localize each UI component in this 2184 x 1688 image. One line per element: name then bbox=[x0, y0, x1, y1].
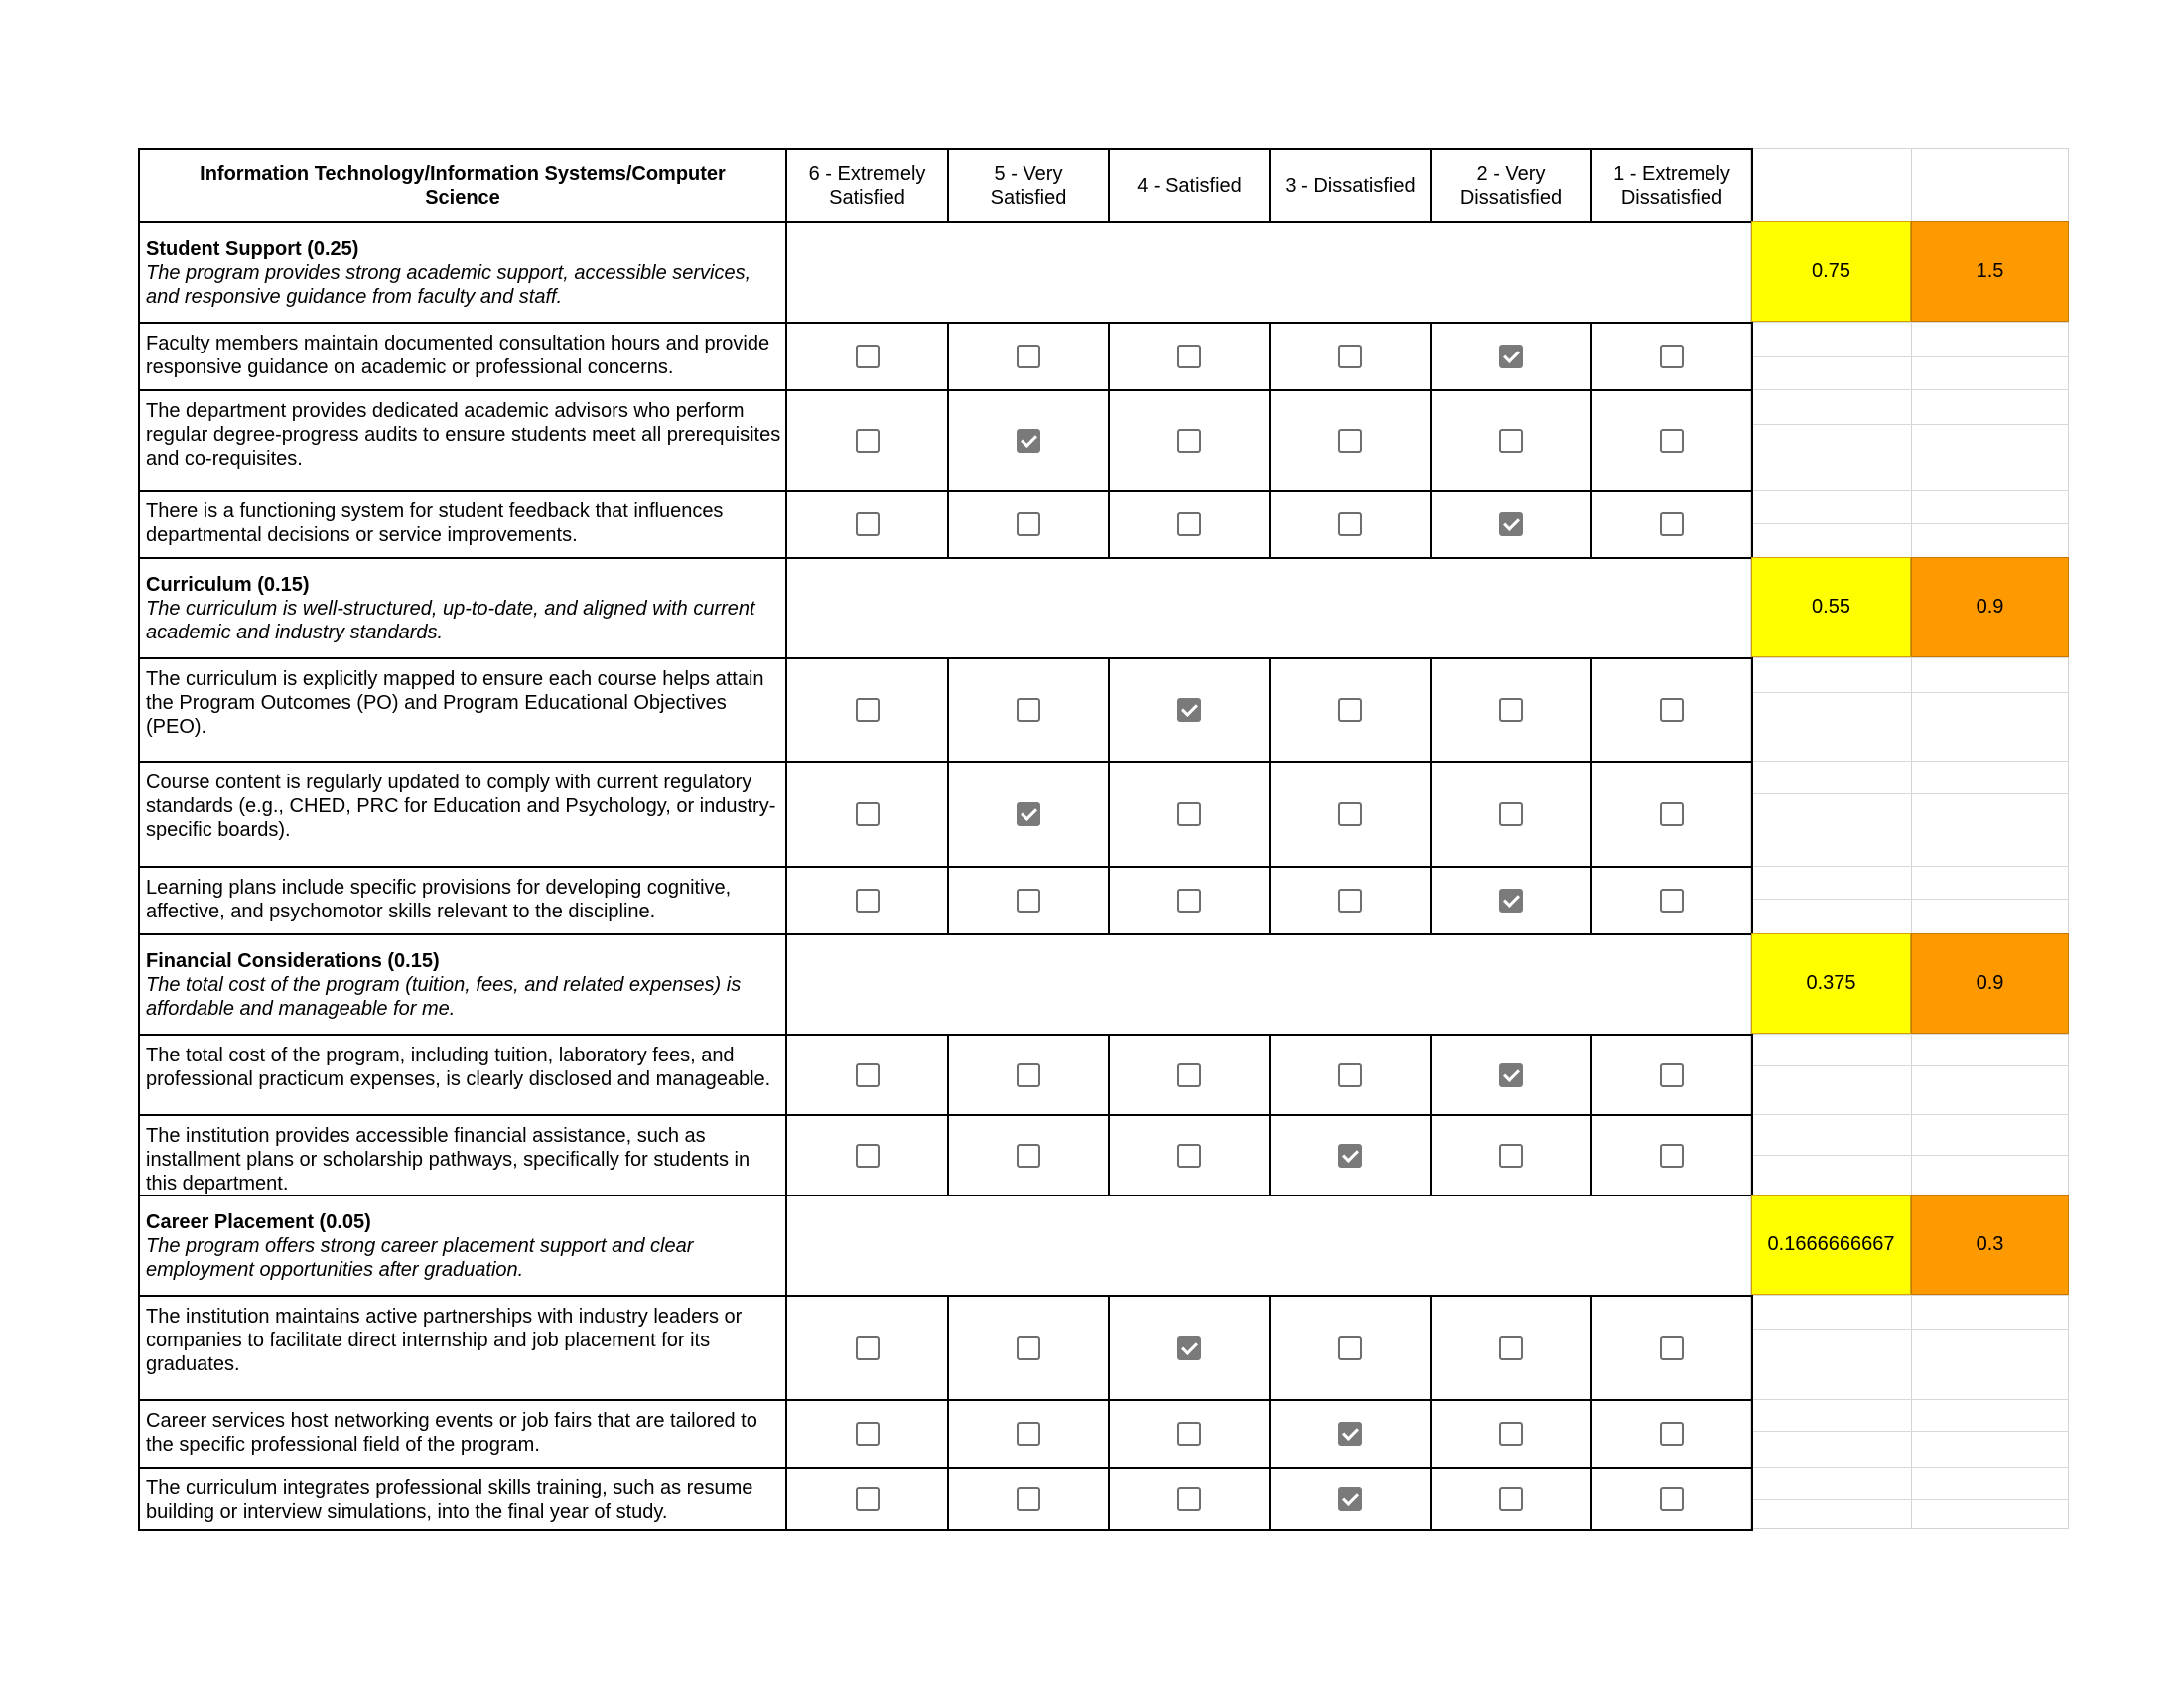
score-grid-line bbox=[1751, 1399, 2069, 1400]
rating-header-5: 5 - Very Satisfied bbox=[947, 148, 1110, 223]
checkbox-checked[interactable] bbox=[1017, 429, 1040, 453]
checkbox[interactable] bbox=[1660, 1487, 1684, 1511]
checkbox[interactable] bbox=[1177, 802, 1201, 826]
checkbox[interactable] bbox=[1017, 1487, 1040, 1511]
question-label: The total cost of the program, including tuition, laboratory fees, and professional practicum expenses, is clearly disclosed and manageable. bbox=[146, 1045, 771, 1090]
checkbox[interactable] bbox=[856, 1063, 880, 1087]
score-grid-line bbox=[1751, 1431, 2069, 1432]
section-score-cell: 0.75 bbox=[1751, 221, 1911, 322]
rating-cell bbox=[785, 761, 949, 868]
section-description: The curriculum is well-structured, up-to-date, and aligned with current academic and industry standards. bbox=[146, 597, 755, 643]
rating-cell bbox=[1430, 761, 1592, 868]
rating-cell bbox=[1269, 657, 1432, 763]
section-header-text bbox=[146, 573, 781, 644]
checkbox[interactable] bbox=[1499, 1487, 1523, 1511]
checkbox-checked[interactable] bbox=[1499, 512, 1523, 536]
rating-cell bbox=[1430, 490, 1592, 559]
score-columns-grid bbox=[1750, 148, 2069, 1529]
section-blank-span bbox=[785, 557, 1753, 659]
rating-cell bbox=[1430, 1034, 1592, 1116]
checkbox[interactable] bbox=[1338, 802, 1362, 826]
checkbox[interactable] bbox=[856, 698, 880, 722]
score-columns-divider bbox=[1911, 148, 1912, 1529]
rating-cell bbox=[1269, 322, 1432, 391]
section-score-cell: 0.55 bbox=[1751, 557, 1911, 657]
question-text bbox=[138, 1467, 787, 1531]
section-header bbox=[138, 557, 787, 659]
section-weighted-score-cell: 0.3 bbox=[1911, 1195, 2069, 1295]
question-text bbox=[138, 1399, 787, 1469]
question-label: The curriculum is explicitly mapped to ensure each course helps attain the Program Outcomes (PO) and Program Educational Objectives (PEO). bbox=[146, 668, 764, 738]
checkbox[interactable] bbox=[1017, 1422, 1040, 1446]
checkbox[interactable] bbox=[1177, 345, 1201, 368]
rating-cell bbox=[1590, 657, 1753, 763]
checkbox[interactable] bbox=[1660, 889, 1684, 913]
section-weighted-score-cell: 0.9 bbox=[1911, 933, 2069, 1034]
rating-cell bbox=[947, 322, 1110, 391]
rating-cell bbox=[1269, 1467, 1432, 1531]
checkbox[interactable] bbox=[1499, 1336, 1523, 1360]
question-label: The department provides dedicated academic advisors who perform regular degree-progress audits to ensure students meet all prerequisites and co-requisites. bbox=[146, 400, 781, 470]
rating-cell bbox=[947, 1114, 1110, 1196]
checkbox-checked[interactable] bbox=[1338, 1422, 1362, 1446]
section-score-cell: 0.375 bbox=[1751, 933, 1911, 1034]
checkbox[interactable] bbox=[1017, 1336, 1040, 1360]
rating-cell bbox=[1269, 1399, 1432, 1469]
rating-cell bbox=[1430, 389, 1592, 492]
section-weighted-score-cell: 0.9 bbox=[1911, 557, 2069, 657]
question-text bbox=[138, 1034, 787, 1116]
rating-cell bbox=[947, 389, 1110, 492]
rating-cell bbox=[785, 322, 949, 391]
question-label: Faculty members maintain documented consultation hours and provide responsive guidance on academic or professional concerns. bbox=[146, 333, 770, 378]
question-label: Career services host networking events or job fairs that are tailored to the specific professional field of the program. bbox=[146, 1410, 757, 1456]
question-text bbox=[138, 866, 787, 935]
checkbox-checked[interactable] bbox=[1499, 889, 1523, 913]
checkbox[interactable] bbox=[1338, 1063, 1362, 1087]
section-blank-span bbox=[785, 933, 1753, 1036]
rating-cell bbox=[785, 1399, 949, 1469]
rating-cell bbox=[785, 866, 949, 935]
checkbox[interactable] bbox=[856, 1144, 880, 1168]
rating-cell bbox=[1108, 1399, 1271, 1469]
checkbox[interactable] bbox=[1177, 1487, 1201, 1511]
program-title-header: Information Technology/Information Systems/Computer Science bbox=[138, 148, 787, 223]
checkbox[interactable] bbox=[856, 1336, 880, 1360]
rating-cell bbox=[1269, 490, 1432, 559]
rating-header-2: 2 - Very Dissatisfied bbox=[1430, 148, 1592, 223]
question-label: There is a functioning system for student feedback that influences departmental decisions or service improvements. bbox=[146, 500, 724, 546]
score-grid-line bbox=[1751, 356, 2069, 357]
rating-cell bbox=[1590, 1295, 1753, 1401]
score-grid-line bbox=[1751, 1499, 2069, 1500]
rating-cell bbox=[1108, 322, 1271, 391]
question-text bbox=[138, 657, 787, 763]
rating-cell bbox=[785, 490, 949, 559]
rating-cell bbox=[947, 1467, 1110, 1531]
checkbox[interactable] bbox=[1177, 1144, 1201, 1168]
checkbox[interactable] bbox=[856, 802, 880, 826]
score-grid-line bbox=[1751, 692, 2069, 693]
section-header bbox=[138, 933, 787, 1036]
checkbox[interactable] bbox=[856, 1422, 880, 1446]
score-grid-line bbox=[1751, 1329, 2069, 1330]
rating-cell bbox=[1590, 866, 1753, 935]
rating-header-1: 1 - Extremely Dissatisfied bbox=[1590, 148, 1753, 223]
checkbox-checked[interactable] bbox=[1499, 345, 1523, 368]
rating-cell bbox=[1269, 866, 1432, 935]
checkbox[interactable] bbox=[1660, 698, 1684, 722]
section-score-cell: 0.1666666667 bbox=[1751, 1195, 1911, 1295]
rating-cell bbox=[1430, 322, 1592, 391]
rating-cell bbox=[1269, 1034, 1432, 1116]
checkbox[interactable] bbox=[1177, 1422, 1201, 1446]
rating-cell bbox=[1430, 1399, 1592, 1469]
score-grid-line bbox=[1751, 657, 2069, 658]
rating-cell bbox=[1590, 1399, 1753, 1469]
rating-cell bbox=[1430, 1114, 1592, 1196]
rating-header-6: 6 - Extremely Satisfied bbox=[785, 148, 949, 223]
rating-cell bbox=[1590, 322, 1753, 391]
rating-cell bbox=[785, 1467, 949, 1531]
checkbox[interactable] bbox=[1499, 1422, 1523, 1446]
checkbox[interactable] bbox=[856, 429, 880, 453]
checkbox[interactable] bbox=[1338, 889, 1362, 913]
section-title: Financial Considerations (0.15) bbox=[146, 949, 440, 972]
score-grid-line bbox=[1751, 1034, 2069, 1035]
checkbox[interactable] bbox=[1338, 1336, 1362, 1360]
rating-header-4: 4 - Satisfied bbox=[1108, 148, 1271, 223]
score-grid-line bbox=[1751, 1114, 2069, 1115]
rating-cell bbox=[1590, 761, 1753, 868]
rating-header-3: 3 - Dissatisfied bbox=[1269, 148, 1432, 223]
rating-cell bbox=[1430, 657, 1592, 763]
checkbox[interactable] bbox=[1499, 1144, 1523, 1168]
checkbox-checked[interactable] bbox=[1177, 698, 1201, 722]
score-grid-line bbox=[1751, 322, 2069, 323]
checkbox[interactable] bbox=[1177, 429, 1201, 453]
section-weighted-score-cell: 1.5 bbox=[1911, 221, 2069, 322]
score-grid-line bbox=[1751, 1155, 2069, 1156]
rating-cell bbox=[1108, 1467, 1271, 1531]
checkbox[interactable] bbox=[1499, 698, 1523, 722]
rating-cell bbox=[1108, 1295, 1271, 1401]
checkbox[interactable] bbox=[856, 889, 880, 913]
checkbox[interactable] bbox=[1338, 512, 1362, 536]
checkbox[interactable] bbox=[1660, 345, 1684, 368]
checkbox[interactable] bbox=[1017, 1063, 1040, 1087]
question-text bbox=[138, 490, 787, 559]
score-grid-line bbox=[1751, 1467, 2069, 1468]
checkbox-checked[interactable] bbox=[1499, 1063, 1523, 1087]
section-title: Curriculum (0.15) bbox=[146, 573, 310, 596]
section-header bbox=[138, 221, 787, 324]
rating-cell bbox=[1269, 389, 1432, 492]
checkbox-checked[interactable] bbox=[1177, 1336, 1201, 1360]
score-grid-line bbox=[1751, 899, 2069, 900]
checkbox-checked[interactable] bbox=[1338, 1144, 1362, 1168]
checkbox[interactable] bbox=[1177, 1063, 1201, 1087]
section-description: The program offers strong career placement support and clear employment opportunities after graduation. bbox=[146, 1234, 694, 1281]
section-description: The program provides strong academic support, accessible services, and responsive guidance from faculty and staff. bbox=[146, 261, 751, 308]
section-title: Career Placement (0.05) bbox=[146, 1210, 371, 1233]
checkbox[interactable] bbox=[1017, 1144, 1040, 1168]
rating-cell bbox=[1590, 389, 1753, 492]
score-grid-line bbox=[1751, 793, 2069, 794]
checkbox[interactable] bbox=[1660, 1063, 1684, 1087]
checkbox[interactable] bbox=[1660, 1422, 1684, 1446]
checkbox-checked[interactable] bbox=[1017, 802, 1040, 826]
rating-cell bbox=[1430, 1295, 1592, 1401]
score-grid-line bbox=[1751, 866, 2069, 867]
rating-cell bbox=[1269, 1114, 1432, 1196]
checkbox[interactable] bbox=[1338, 429, 1362, 453]
rating-cell bbox=[785, 657, 949, 763]
section-blank-span bbox=[785, 1195, 1753, 1297]
question-text bbox=[138, 761, 787, 868]
checkbox[interactable] bbox=[856, 345, 880, 368]
checkbox[interactable] bbox=[856, 1487, 880, 1511]
checkbox[interactable] bbox=[1338, 698, 1362, 722]
score-grid-line bbox=[1751, 490, 2069, 491]
rating-cell bbox=[1590, 1034, 1753, 1116]
score-grid-line bbox=[1751, 1295, 2069, 1296]
checkbox[interactable] bbox=[1660, 512, 1684, 536]
question-label: The institution maintains active partnerships with industry leaders or companies to facilitate direct internship and job placement for its graduates. bbox=[146, 1306, 743, 1375]
question-text bbox=[138, 322, 787, 391]
checkbox[interactable] bbox=[1660, 1144, 1684, 1168]
section-description: The total cost of the program (tuition, fees, and related expenses) is affordable and manageable for me. bbox=[146, 973, 742, 1020]
rating-cell bbox=[1108, 490, 1271, 559]
checkbox-checked[interactable] bbox=[1338, 1487, 1362, 1511]
checkbox[interactable] bbox=[1499, 802, 1523, 826]
question-text bbox=[138, 1114, 787, 1196]
score-grid-line bbox=[1751, 761, 2069, 762]
score-grid-line bbox=[1751, 389, 2069, 390]
rating-cell bbox=[1590, 490, 1753, 559]
checkbox[interactable] bbox=[1660, 429, 1684, 453]
score-grid-line bbox=[1751, 1065, 2069, 1066]
rating-cell bbox=[1108, 866, 1271, 935]
rating-cell bbox=[785, 1295, 949, 1401]
rating-cell bbox=[1430, 1467, 1592, 1531]
rating-cell bbox=[947, 657, 1110, 763]
rating-cell bbox=[947, 490, 1110, 559]
checkbox[interactable] bbox=[1017, 512, 1040, 536]
checkbox[interactable] bbox=[1177, 512, 1201, 536]
rating-cell bbox=[947, 1295, 1110, 1401]
question-label: Learning plans include specific provisions for developing cognitive, affective, and psychomotor skills relevant to the discipline. bbox=[146, 877, 732, 922]
section-header-text bbox=[146, 237, 781, 309]
survey-table bbox=[138, 148, 2069, 1529]
checkbox[interactable] bbox=[1017, 889, 1040, 913]
question-label: Course content is regularly updated to comply with current regulatory standards (e.g., CHED, PRC for Education and Psychology, or industry-specific boards). bbox=[146, 772, 776, 841]
checkbox[interactable] bbox=[1499, 429, 1523, 453]
checkbox[interactable] bbox=[1660, 1336, 1684, 1360]
checkbox[interactable] bbox=[1017, 345, 1040, 368]
section-blank-span bbox=[785, 221, 1753, 324]
rating-cell bbox=[785, 389, 949, 492]
rating-cell bbox=[947, 866, 1110, 935]
rating-cell bbox=[1590, 1114, 1753, 1196]
score-grid-line bbox=[1751, 523, 2069, 524]
rating-cell bbox=[1108, 761, 1271, 868]
section-title: Student Support (0.25) bbox=[146, 237, 359, 260]
section-header bbox=[138, 1195, 787, 1297]
checkbox[interactable] bbox=[1660, 802, 1684, 826]
rating-cell bbox=[1108, 1114, 1271, 1196]
rating-cell bbox=[1269, 1295, 1432, 1401]
rating-cell bbox=[947, 761, 1110, 868]
rating-cell bbox=[947, 1034, 1110, 1116]
checkbox[interactable] bbox=[856, 512, 880, 536]
question-text bbox=[138, 389, 787, 492]
section-header-text bbox=[146, 1210, 781, 1282]
section-header-text bbox=[146, 949, 781, 1021]
rating-cell bbox=[1108, 1034, 1271, 1116]
checkbox[interactable] bbox=[1017, 698, 1040, 722]
checkbox[interactable] bbox=[1338, 345, 1362, 368]
rating-cell bbox=[1590, 1467, 1753, 1531]
rating-cell bbox=[947, 1399, 1110, 1469]
checkbox[interactable] bbox=[1177, 889, 1201, 913]
question-label: The curriculum integrates professional skills training, such as resume building or interview simulations, into the final year of study. bbox=[146, 1477, 753, 1523]
rating-cell bbox=[785, 1114, 949, 1196]
rating-cell bbox=[1108, 657, 1271, 763]
score-grid-line bbox=[1751, 424, 2069, 425]
rating-cell bbox=[1430, 866, 1592, 935]
rating-cell bbox=[1269, 761, 1432, 868]
rating-cell bbox=[1108, 389, 1271, 492]
question-label: The institution provides accessible financial assistance, such as installment plans or scholarship pathways, specifically for students in this department. bbox=[146, 1125, 751, 1195]
question-text bbox=[138, 1295, 787, 1401]
rating-cell bbox=[785, 1034, 949, 1116]
